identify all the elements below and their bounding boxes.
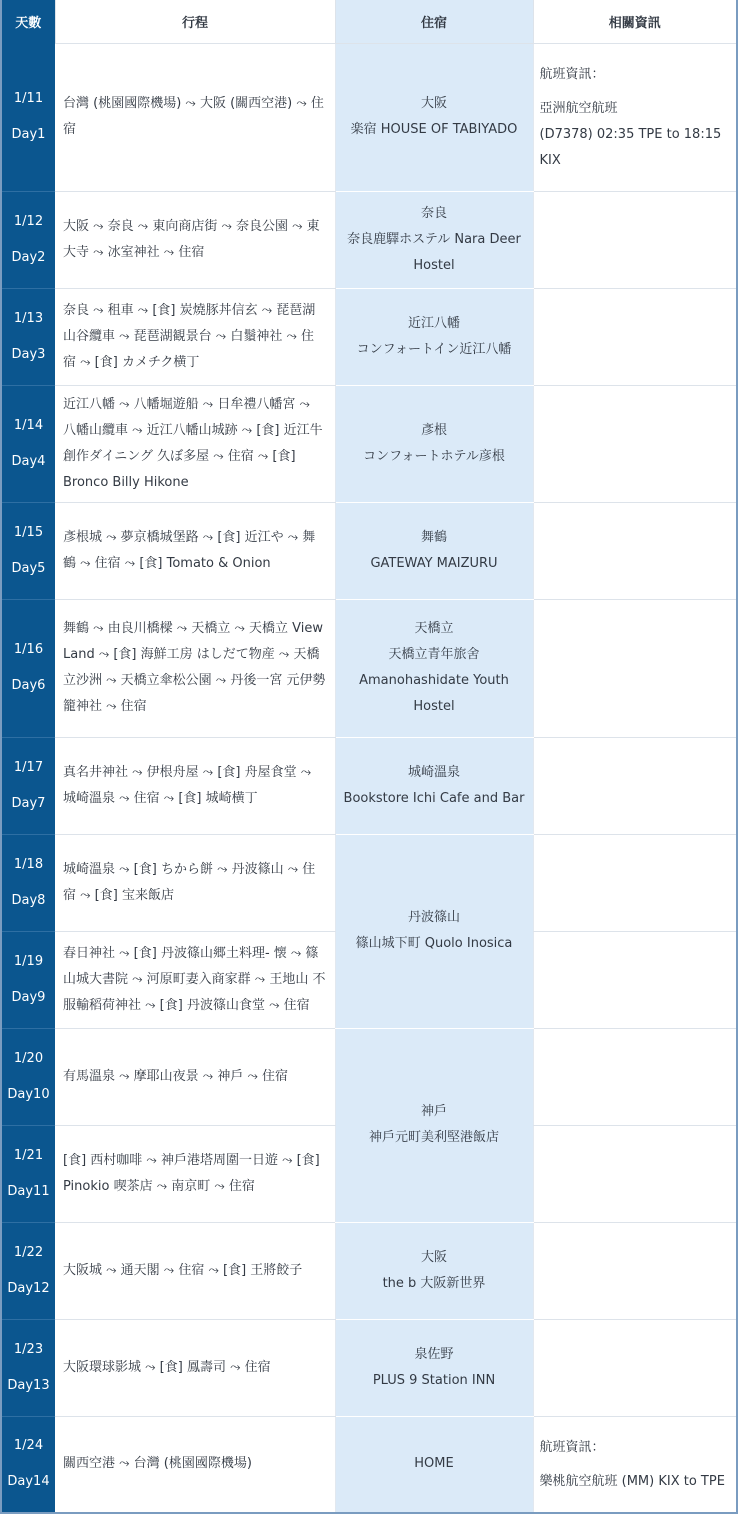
day-cell [1, 599, 55, 737]
info-cell [533, 191, 737, 288]
route-cell: 彥根城 ⤳ 夢京橋城堡路 ⤳ [食] 近江や ⤳ 舞鶴 ⤳ 住宿 ⤳ [食] Tomato & Onion [55, 502, 335, 599]
stay-cell [335, 737, 533, 834]
day-cell [1, 1028, 55, 1125]
day-cell [1, 834, 55, 931]
stay-city: 奈良 [420, 205, 447, 221]
day-cell [1, 288, 55, 385]
day-date: 1/18 [13, 856, 44, 872]
day-date: 1/11 [13, 90, 44, 106]
flight-info-label: 航班資訊： [539, 66, 605, 82]
stay-hotel: the b 大阪新世界 [382, 1275, 486, 1291]
day-date: 1/13 [13, 310, 44, 326]
stay-hotel: 神戶元町美利堅港飯店 [368, 1130, 499, 1145]
day-cell [1, 502, 55, 599]
stay-cell [335, 288, 533, 385]
stay-cell [335, 1222, 533, 1319]
stay-city: 泉佐野 [414, 1346, 454, 1362]
table-row [1, 1222, 737, 1319]
stay-hotel: 楽宿 HOUSE OF TABIYADO [350, 122, 518, 137]
stay-cell [335, 191, 533, 288]
route-cell: 春日神社 ⤳ [食] 丹波篠山郷土料理- 懐 ⤳ 篠山城大書院 ⤳ 河原町妻入商家群 ⤳ 王地山 不服輸稻荷神社 ⤳ [食] 丹波篠山食堂 ⤳ 住宿 [55, 931, 335, 1028]
table-row [1, 191, 737, 288]
stay-hotel: コンフォートイン近江八幡 [356, 341, 512, 357]
stay-city: 近江八幡 [407, 315, 460, 331]
day-label: Day13 [7, 1377, 50, 1393]
table-row [1, 43, 737, 191]
route-cell: 近江八幡 ⤳ 八幡堀遊船 ⤳ 日牟禮八幡宮 ⤳ 八幡山纜車 ⤳ 近江八幡山城跡 ⤳ [食] 近江牛創作ダイニング 久ぼ多屋 ⤳ 住宿 ⤳ [食] Bronco Billy Hikone [55, 385, 335, 502]
route-cell: 大阪 ⤳ 奈良 ⤳ 東向商店街 ⤳ 奈良公園 ⤳ 東大寺 ⤳ 冰室神社 ⤳ 住宿 [55, 191, 335, 288]
day-date: 1/14 [13, 417, 44, 433]
flight-airline: 亞洲航空航班 [539, 100, 618, 116]
header-route: 行程 [55, 0, 335, 43]
info-cell [533, 288, 737, 385]
table-row [1, 599, 737, 737]
stay-cell [335, 599, 533, 737]
day-label: Day10 [7, 1086, 50, 1102]
day-date: 1/21 [13, 1147, 44, 1163]
route-cell: 城崎溫泉 ⤳ [食] ちから餅 ⤳ 丹波篠山 ⤳ 住宿 ⤳ [食] 宝来飯店 [55, 834, 335, 931]
stay-city: 城崎溫泉 [407, 764, 460, 780]
day-date: 1/23 [13, 1341, 44, 1357]
stay-cell [335, 385, 533, 502]
stay-hotel: Bookstore Ichi Cafe and Bar [343, 790, 525, 806]
day-cell [1, 737, 55, 834]
stay-cell [335, 1028, 533, 1222]
day-date: 1/24 [13, 1438, 44, 1454]
day-date: 1/22 [13, 1244, 44, 1260]
day-cell [1, 191, 55, 288]
flight-info-label: 航班資訊： [539, 1439, 605, 1455]
day-cell [1, 1222, 55, 1319]
day-label: Day12 [7, 1280, 50, 1296]
stay-city: 天橋立 [414, 621, 454, 636]
stay-cell [335, 502, 533, 599]
day-cell [1, 1416, 55, 1513]
stay-cell [335, 1416, 533, 1513]
info-cell [533, 1125, 737, 1222]
day-date: 1/12 [13, 213, 44, 229]
stay-city: 大阪 [420, 96, 447, 111]
route-cell: 舞鶴 ⤳ 由良川橋樑 ⤳ 天橋立 ⤳ 天橋立 View Land ⤳ [食] 海鮮工房 はしだて物産 ⤳ 天橋立沙洲 ⤳ 天橋立傘松公園 ⤳ 丹後一宮 元伊勢籠神社 ⤳ 住宿 [55, 599, 335, 737]
table-row [1, 737, 737, 834]
stay-hotel: 天橋立青年旅舍 Amanohashidate Youth Hostel [359, 647, 509, 714]
day-date: 1/17 [13, 759, 44, 775]
route-cell: 真名井神社 ⤳ 伊根舟屋 ⤳ [食] 舟屋食堂 ⤳ 城崎溫泉 ⤳ 住宿 ⤳ [食] 城崎横丁 [55, 737, 335, 834]
stay-city: 彥根 [420, 422, 447, 438]
day-label: Day11 [7, 1183, 50, 1199]
day-cell [1, 1319, 55, 1416]
table-row [1, 1028, 737, 1125]
table-row [1, 385, 737, 502]
route-cell: 台灣 (桃園國際機場) ⤳ 大阪 (關西空港) ⤳ 住宿 [55, 43, 335, 191]
info-cell [533, 1319, 737, 1416]
stay-hotel: 篠山城下町 Quolo Inosica [355, 936, 513, 951]
stay-cell [335, 1319, 533, 1416]
stay-city: HOME [414, 1456, 454, 1472]
stay-city: 丹波篠山 [407, 910, 460, 925]
day-label: Day2 [11, 249, 46, 265]
header-day: 天數 [1, 0, 55, 43]
stay-city: 神戶 [420, 1104, 447, 1119]
stay-cell [335, 43, 533, 191]
route-cell: 奈良 ⤳ 租車 ⤳ [食] 炭燒豚丼信玄 ⤳ 琵琶湖山谷纜車 ⤳ 琵琶湖観景台 ⤳ 白鬚神社 ⤳ 住宿 ⤳ [食] カメチク横丁 [55, 288, 335, 385]
stay-city: 舞鶴 [420, 529, 447, 545]
table-row [1, 834, 737, 931]
day-label: Day5 [11, 560, 46, 576]
day-cell [1, 931, 55, 1028]
route-cell: 有馬溫泉 ⤳ 摩耶山夜景 ⤳ 神戶 ⤳ 住宿 [55, 1028, 335, 1125]
flight-airline: 樂桃航空航班 (MM) KIX to TPE [539, 1473, 725, 1489]
day-label: Day8 [11, 892, 46, 908]
info-cell [533, 737, 737, 834]
day-date: 1/16 [13, 642, 44, 657]
day-label: Day3 [11, 346, 46, 362]
day-date: 1/20 [13, 1050, 44, 1066]
day-date: 1/19 [13, 953, 44, 969]
day-cell [1, 43, 55, 191]
stay-hotel: GATEWAY MAIZURU [370, 555, 498, 571]
day-cell [1, 385, 55, 502]
stay-hotel: 奈良鹿驛ホステル Nara Deer Hostel [347, 231, 521, 273]
table-row [1, 1416, 737, 1513]
info-cell [533, 1028, 737, 1125]
day-date: 1/15 [13, 524, 44, 540]
info-cell [533, 502, 737, 599]
header-stay: 住宿 [335, 0, 533, 43]
route-cell: 關西空港 ⤳ 台灣 (桃園國際機場) [55, 1416, 335, 1513]
info-cell [533, 1222, 737, 1319]
day-cell [1, 1125, 55, 1222]
day-label: Day4 [11, 453, 46, 469]
stay-hotel: コンフォートホテル彦根 [363, 448, 505, 464]
stay-hotel: PLUS 9 Station INN [372, 1372, 496, 1388]
info-cell [533, 385, 737, 502]
info-cell [533, 1416, 737, 1513]
table-row [1, 502, 737, 599]
day-label: Day7 [11, 795, 46, 811]
day-label: Day6 [11, 678, 46, 693]
table-row [1, 1319, 737, 1416]
route-cell: 大阪環球影城 ⤳ [食] 鳳壽司 ⤳ 住宿 [55, 1319, 335, 1416]
header-info: 相關資訊 [533, 0, 737, 43]
flight-detail: (D7378) 02:35 TPE to 18:15 KIX [539, 126, 722, 168]
stay-city: 大阪 [420, 1249, 447, 1265]
info-cell [533, 43, 737, 191]
day-label: Day14 [7, 1474, 50, 1490]
route-cell: [食] 西村咖啡 ⤳ 神戶港塔周圍一日遊 ⤳ [食] Pinokio 喫茶店 ⤳ 南京町 ⤳ 住宿 [55, 1125, 335, 1222]
info-cell [533, 599, 737, 737]
day-label: Day9 [11, 989, 46, 1005]
info-cell [533, 834, 737, 931]
header-row [1, 0, 737, 43]
info-cell [533, 931, 737, 1028]
day-label: Day1 [11, 126, 46, 142]
stay-cell [335, 834, 533, 1028]
table-row [1, 288, 737, 385]
route-cell: 大阪城 ⤳ 通天閣 ⤳ 住宿 ⤳ [食] 王將餃子 [55, 1222, 335, 1319]
